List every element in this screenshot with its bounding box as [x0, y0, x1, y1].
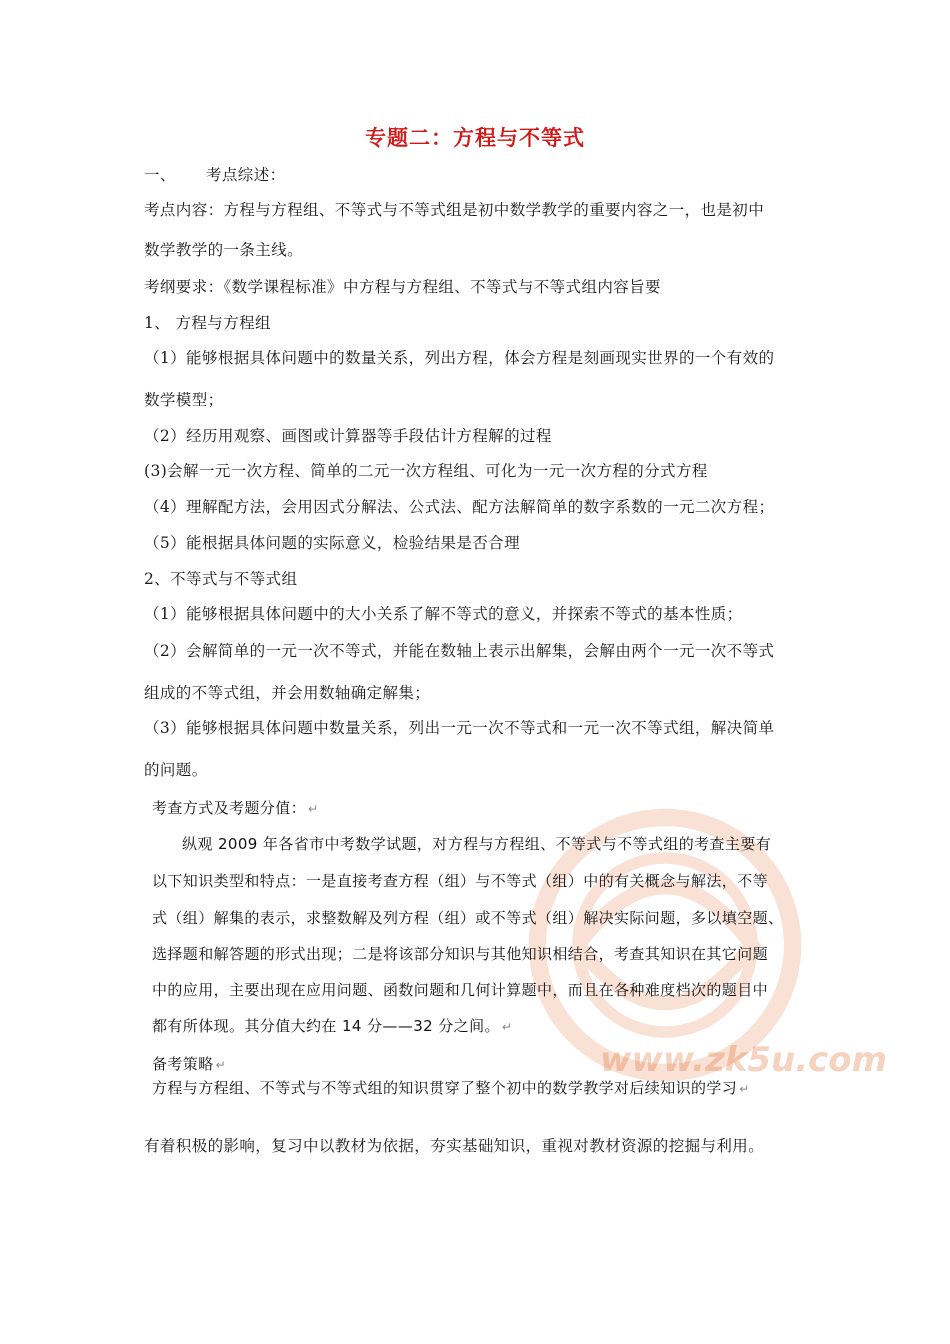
page-title: 专题二：方程与不等式 [365, 126, 585, 150]
part2-item: 的问题。 [144, 761, 208, 779]
exam-line: 纵观 2009 年各省市中考数学试题，对方程与方程组、不等式与不等式组的考查主要有 [182, 835, 772, 853]
strategy-line [152, 1078, 750, 1099]
exam-line-last [152, 1016, 512, 1037]
paragraph-mark-icon: ↵ [739, 1082, 750, 1096]
exam-line: 式（组）解集的表示，求整数解及列方程（组）或不等式（组）解决实际问题，多以填空题、 [152, 909, 784, 927]
strategy-heading [152, 1054, 226, 1075]
part2-item: （1）能够根据具体问题中的大小关系了解不等式的意义，并探索不等式的基本性质； [144, 605, 743, 623]
section-heading-overview [144, 165, 286, 185]
exam-line: 选择题和解答题的形式出现；二是将该部分知识与其他知识相结合，考查其知识在其它问题 [152, 945, 769, 963]
part2-item: （2）会解简单的一元一次不等式，并能在数轴上表示出解集，会解由两个一元一次不等式 [144, 642, 775, 660]
part1-item: (3)会解一元一次方程、简单的二元一次方程组、可化为一元一次方程的分式方程 [144, 462, 708, 480]
exam-line-text: 都有所体现。其分值大约在 14 分——32 分之间。 [152, 1017, 500, 1035]
exam-heading [152, 798, 318, 819]
outline-paragraph: 考纲要求：《数学课程标准》中方程与方程组、不等式与不等式组内容旨要 [144, 278, 661, 296]
part1-item: （2）经历用观察、画图或计算器等手段估计方程解的过程 [144, 427, 552, 445]
part1-item: 数学模型； [144, 391, 224, 409]
paragraph-mark-icon: ↵ [308, 802, 319, 816]
part2-heading: 2、不等式与不等式组 [144, 570, 298, 588]
strategy-line-text: 方程与方程组、不等式与不等式组的知识贯穿了整个初中的数学教学对后续知识的学习 [152, 1079, 738, 1097]
paragraph-mark-icon: ↵ [501, 1020, 513, 1034]
watermark-text: www.zk5u.com [600, 1040, 888, 1080]
section-number: 一、 [144, 166, 176, 184]
part1-item: （1）能够根据具体问题中的数量关系，列出方程，体会方程是刻画现实世界的一个有效的 [144, 349, 775, 367]
part2-item: 组成的不等式组，并会用数轴确定解集； [144, 684, 431, 702]
content-paragraph-line: 考点内容：方程与方程组、不等式与不等式组是初中数学教学的重要内容之一，也是初中 [144, 201, 765, 219]
exam-line: 以下知识类型和特点：一是直接考查方程（组）与不等式（组）中的有关概念与解法，不等 [152, 872, 769, 890]
content-paragraph-line: 数学教学的一条主线。 [144, 241, 304, 259]
paragraph-mark-icon: ↵ [215, 1058, 227, 1072]
strategy-heading-text: 备考策略 [152, 1055, 214, 1073]
part1-heading: 1、 方程与方程组 [144, 314, 271, 332]
part2-item: （3）能够根据具体问题中数量关系，列出一元一次不等式和一元一次不等式组，解决简单 [144, 719, 775, 737]
part1-item: （4）理解配方法，会用因式分解法、公式法、配方法解简单的数字系数的一元二次方程； [144, 498, 775, 516]
strategy-continuation: 有着积极的影响，复习中以教材为依据，夯实基础知识，重视对教材资源的挖掘与利用。 [144, 1137, 765, 1155]
section-label: 考点综述： [206, 166, 286, 184]
exam-heading-text: 考查方式及考题分值： [152, 799, 307, 817]
part1-item: （5）能根据具体问题的实际意义，检验结果是否合理 [144, 534, 520, 552]
exam-line: 中的应用，主要出现在应用问题、函数问题和几何计算题中，而且在各种难度档次的题目中 [152, 981, 769, 999]
